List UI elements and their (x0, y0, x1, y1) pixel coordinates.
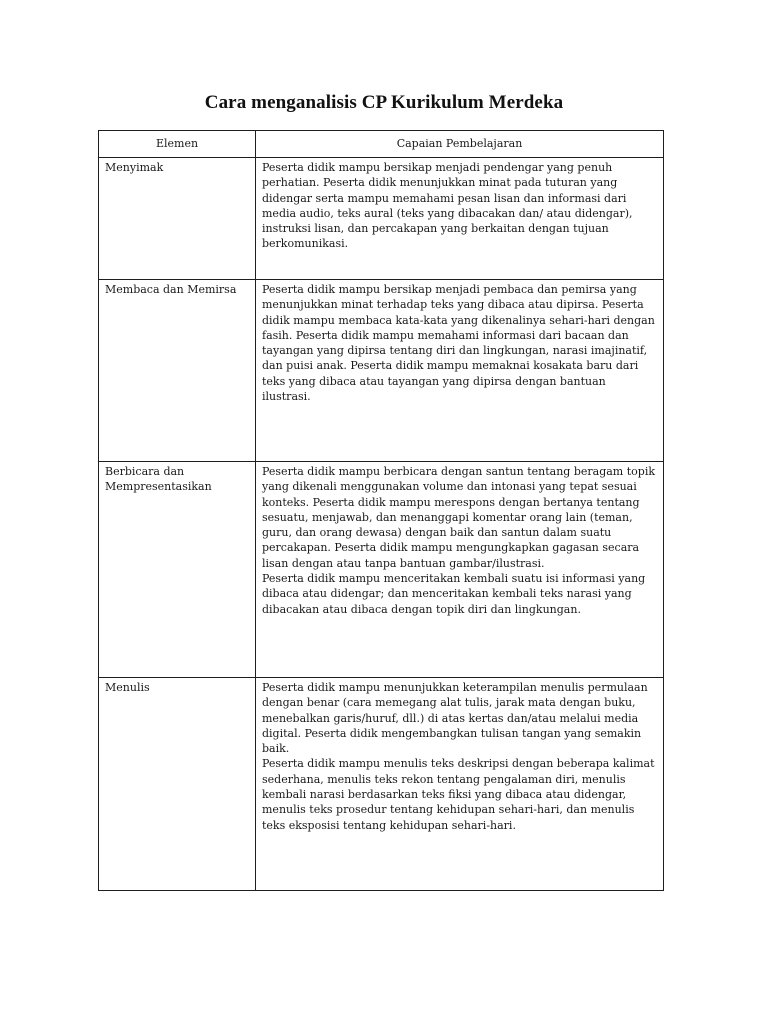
table-row (99, 678, 664, 891)
header-capaian: Capaian Pembelajaran (256, 131, 664, 158)
capaian-cell (256, 678, 664, 891)
elemen-cell: Membaca dan Memirsa (99, 280, 256, 462)
capaian-table (98, 130, 664, 891)
capaian-cell (256, 280, 664, 462)
table-row (99, 158, 664, 280)
table-row (99, 462, 664, 678)
capaian-cell (256, 462, 664, 678)
capaian-cell (256, 158, 664, 280)
header-elemen: Elemen (99, 131, 256, 158)
elemen-cell: Berbicara dan Mempresentasikan (99, 462, 256, 678)
capaian-paragraph: Peserta didik mampu bersikap menjadi pendengar yang penuh perhatian. Peserta didik menunjukkan minat pada tuturan yang didengar serta mampu memahami pesan lisan dan informasi dari media audio, teks aural (teks yang dibacakan dan/ atau didengar), instruksi lisan, dan percakapan yang berkaitan dengan tujuan berkomunikasi. (262, 161, 633, 251)
capaian-paragraph: Peserta didik mampu berbicara dengan santun tentang beragam topik yang dikenali menggunakan volume dan intonasi yang tepat sesuai konteks. Peserta didik mampu merespons dengan bertanya tentang sesuatu, menjawab, dan menanggapi komentar orang lain (teman, guru, dan orang dewasa) dengan baik dan santun dalam suatu percakapan. Peserta didik mampu mengungkapkan gagasan secara lisan dengan atau tanpa bantuan gambar/ilustrasi. (262, 465, 655, 570)
table-row (99, 280, 664, 462)
page-title: Cara menganalisis CP Kurikulum Merdeka (204, 92, 564, 113)
table-header-row (99, 131, 664, 158)
capaian-paragraph: Peserta didik mampu menunjukkan keterampilan menulis permulaan dengan benar (cara memegang alat tulis, jarak mata dengan buku, menebalkan garis/huruf, dll.) di atas kertas dan/atau melalui media digital. Peserta didik mengembangkan tulisan tangan yang semakin baik. (262, 681, 648, 756)
capaian-paragraph: Peserta didik mampu bersikap menjadi pembaca dan pemirsa yang menunjukkan minat terhadap teks yang dibaca atau dipirsa. Peserta didik mampu membaca kata-kata yang dikenalinya sehari-hari dengan fasih. Peserta didik mampu memahami informasi dari bacaan dan tayangan yang dipirsa tentang diri dan lingkungan, narasi imajinatif, dan puisi anak. Peserta didik mampu memaknai kosakata baru dari teks yang dibaca atau tayangan yang dipirsa dengan bantuan ilustrasi. (262, 283, 655, 404)
elemen-cell: Menulis (99, 678, 256, 891)
capaian-paragraph: Peserta didik mampu menceritakan kembali suatu isi informasi yang dibaca atau didengar; dan menceritakan kembali teks narasi yang dibacakan atau dibaca dengan topik diri dan lingkungan. (262, 572, 646, 616)
capaian-paragraph: Peserta didik mampu menulis teks deskripsi dengan beberapa kalimat sederhana, menulis teks rekon tentang pengalaman diri, menulis kembali narasi berdasarkan teks fiksi yang dibaca atau didengar, menulis teks prosedur tentang kehidupan sehari-hari, dan menulis teks eksposisi tentang kehidupan sehari-hari. (262, 757, 655, 832)
elemen-cell: Menyimak (99, 158, 256, 280)
